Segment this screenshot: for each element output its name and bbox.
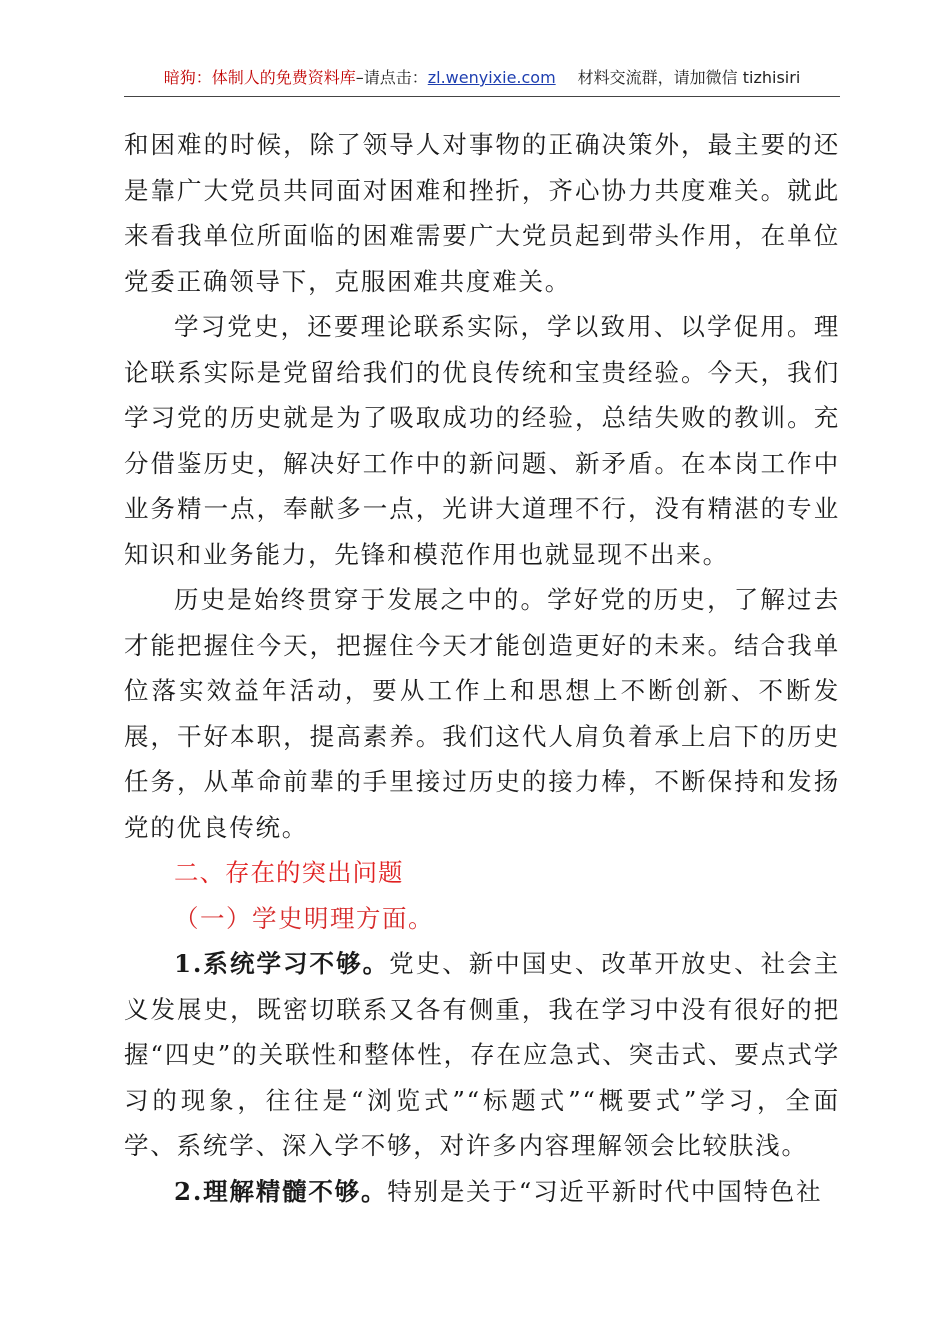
list-item-1-label: 1.系统学习不够。	[174, 949, 390, 978]
document-body	[124, 122, 840, 1214]
paragraph-continuation: 和困难的时候，除了领导人对事物的正确决策外，最主要的还是靠广大党员共同面对困难和挫折，齐心协力共度难关。就此来看我单位所面临的困难需要广大党员起到带头作用，在单位党委正确领导下，克服困难共度难关。	[124, 130, 840, 296]
page-header	[124, 64, 840, 97]
header-url-link[interactable]: zl.wenyixie.com	[427, 68, 556, 87]
list-item-2-label: 2.理解精髓不够。	[174, 1176, 388, 1206]
header-site-name: 暗狗：体制人的免费资料库	[163, 68, 356, 87]
list-item-1-text: 党史、新中国史、改革开放史、社会主义发展史，既密切联系又各有侧重，我在学习中没有很好的把握“四史”的关联性和整体性，存在应急式、突击式、要点式学习的现象，往往是“浏览式”“标题式”“概要式”学习，全面学、系统学、深入学不够，对许多内容理解领会比较肤浅。	[124, 949, 840, 1160]
header-wechat-note: 材料交流群，请加微信 tizhisiri	[577, 68, 801, 87]
section-heading: 二、存在的突出问题	[174, 858, 404, 887]
list-item-1	[124, 941, 840, 1169]
list-item-2	[124, 1169, 840, 1215]
paragraph-history-development: 历史是始终贯穿于发展之中的。学好党的历史，了解过去才能把握住今天，把握住今天才能创造更好的未来。结合我单位落实效益年活动，要从工作上和思想上不断创新、不断发展，干好本职，提高素养。我们这代人肩负着承上启下的历史任务，从革命前辈的手里接过历史的接力棒，不断保持和发扬党的优良传统。	[124, 585, 840, 842]
subsection-heading: （一）学史明理方面。	[174, 903, 434, 933]
header-click-prompt: –请点击：	[355, 68, 428, 87]
list-item-2-text: 特别是关于“习近平新时代中国特色社	[387, 1176, 823, 1206]
paragraph-theory-practice: 学习党史，还要理论联系实际，学以致用、以学促用。理论联系实际是党留给我们的优良传统和宝贵经验。今天，我们学习党的历史就是为了吸取成功的经验，总结失败的教训。充分借鉴历史，解决好工作中的新问题、新矛盾。在本岗工作中业务精一点，奉献多一点，光讲大道理不行，没有精湛的专业知识和业务能力，先锋和模范作用也就显现不出来。	[124, 312, 840, 569]
